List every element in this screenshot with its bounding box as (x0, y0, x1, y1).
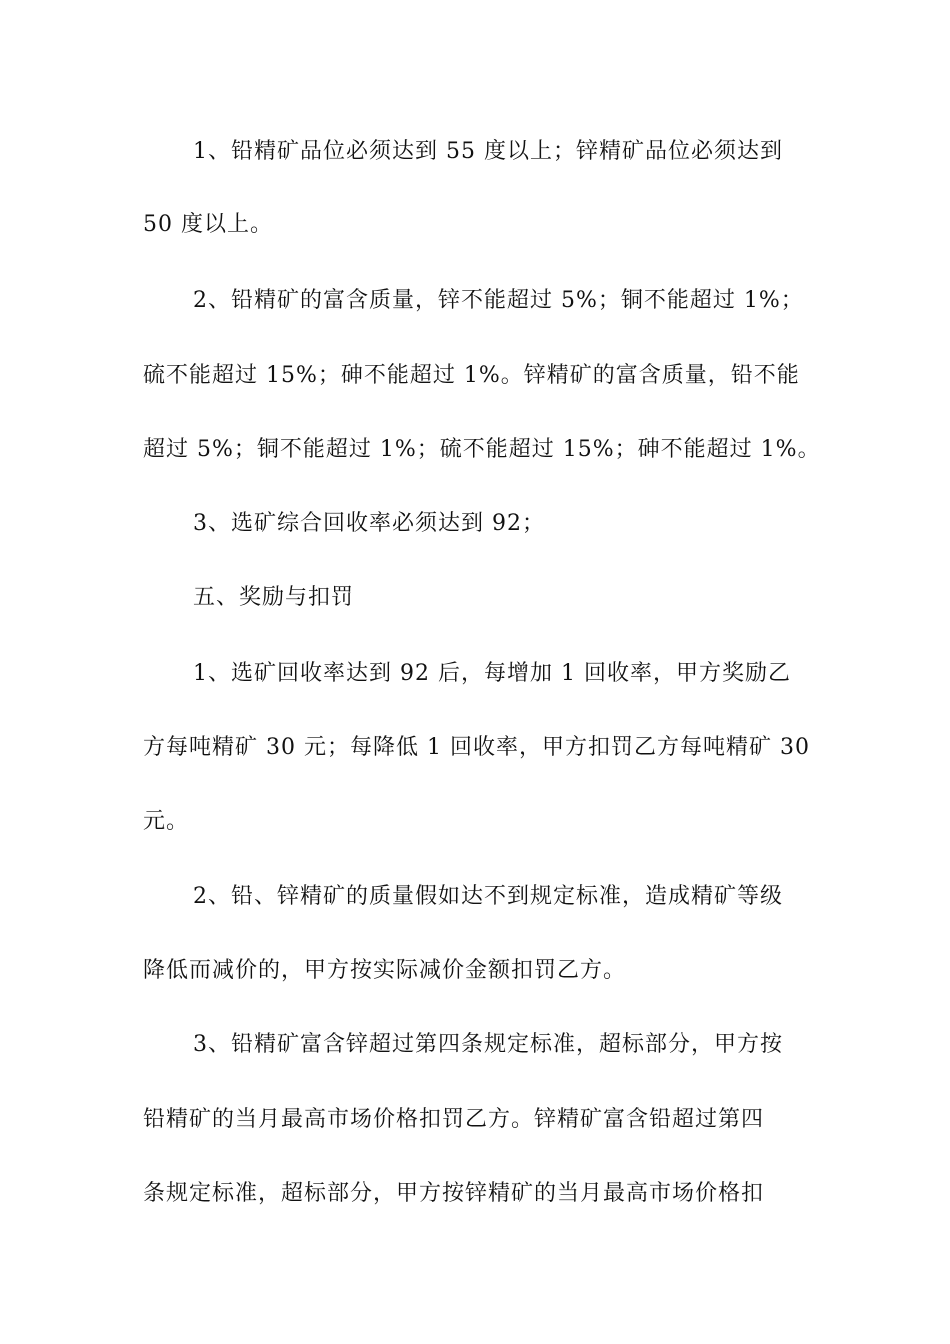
paragraph-2-line-3: 超过 5%；铜不能超过 1%；硫不能超过 15%；砷不能超过 1%。 (143, 437, 821, 462)
paragraph-6-line-1: 3、铅精矿富含锌超过第四条规定标准，超标部分，甲方按 (193, 1032, 783, 1057)
paragraph-4-line-3: 元。 (143, 809, 190, 834)
paragraph-1-line-1: 1、铅精矿品位必须达到 55 度以上；锌精矿品位必须达到 (193, 139, 783, 164)
paragraph-2-line-1: 2、铅精矿的富含质量，锌不能超过 5%；铜不能超过 1%； (193, 288, 804, 313)
paragraph-2-line-2: 硫不能超过 15%；砷不能超过 1%。锌精矿的富含质量，铅不能 (143, 363, 800, 388)
paragraph-5-line-1: 2、铅、锌精矿的质量假如达不到规定标准，造成精矿等级 (193, 884, 783, 909)
section-heading-rewards-penalties: 五、奖励与扣罚 (193, 585, 355, 610)
paragraph-3-line-1: 3、选矿综合回收率必须达到 92； (193, 511, 545, 536)
paragraph-1-line-2: 50 度以上。 (143, 212, 273, 237)
paragraph-6-line-2: 铅精矿的当月最高市场价格扣罚乙方。锌精矿富含铅超过第四 (143, 1107, 765, 1132)
paragraph-5-line-2: 降低而减价的，甲方按实际减价金额扣罚乙方。 (143, 958, 627, 983)
paragraph-6-line-3: 条规定标准，超标部分，甲方按锌精矿的当月最高市场价格扣 (143, 1181, 765, 1206)
paragraph-4-line-2: 方每吨精矿 30 元；每降低 1 回收率，甲方扣罚乙方每吨精矿 30 (143, 735, 810, 760)
paragraph-4-line-1: 1、选矿回收率达到 92 后，每增加 1 回收率，甲方奖励乙 (193, 661, 791, 686)
